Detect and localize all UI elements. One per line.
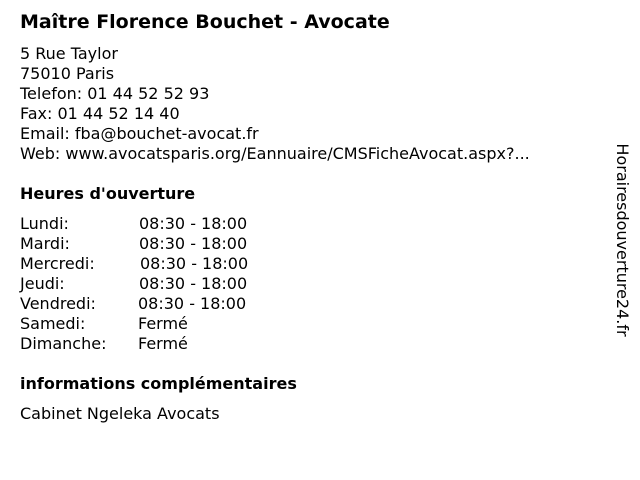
- hours-day: Dimanche:: [20, 334, 107, 353]
- hours-time: 08:30 - 18:00: [140, 254, 249, 273]
- hours-time: 08:30 - 18:00: [138, 294, 247, 313]
- address-street: 5 Rue Taylor: [20, 44, 118, 63]
- address-city: 75010 Paris: [20, 64, 115, 83]
- hours-heading: Heures d'ouverture: [20, 184, 196, 203]
- site-label[interactable]: Horairesdouverture24.fr: [613, 143, 632, 337]
- info-heading: informations complémentaires: [20, 374, 297, 393]
- hours-time: 08:30 - 18:00: [139, 214, 248, 233]
- info-text: Cabinet Ngeleka Avocats: [20, 404, 220, 423]
- hours-time: 08:30 - 18:00: [139, 274, 248, 293]
- hours-day: Lundi:: [20, 214, 69, 233]
- hours-time: 08:30 - 18:00: [139, 234, 248, 253]
- hours-day: Samedi:: [20, 314, 86, 333]
- page-title: Maître Florence Bouchet - Avocate: [20, 11, 390, 33]
- hours-time: Fermé: [138, 334, 188, 353]
- phone-number: Telefon: 01 44 52 52 93: [20, 84, 210, 103]
- hours-day: Mercredi:: [20, 254, 95, 273]
- hours-day: Jeudi:: [20, 274, 65, 293]
- hours-day: Vendredi:: [20, 294, 96, 313]
- website-link[interactable]: Web: www.avocatsparis.org/Eannuaire/CMSFicheAvocat.aspx?...: [20, 144, 530, 163]
- hours-day: Mardi:: [20, 234, 70, 253]
- email-address[interactable]: Email: fba@bouchet-avocat.fr: [20, 124, 259, 143]
- hours-time: Fermé: [138, 314, 188, 333]
- fax-number: Fax: 01 44 52 14 40: [20, 104, 180, 123]
